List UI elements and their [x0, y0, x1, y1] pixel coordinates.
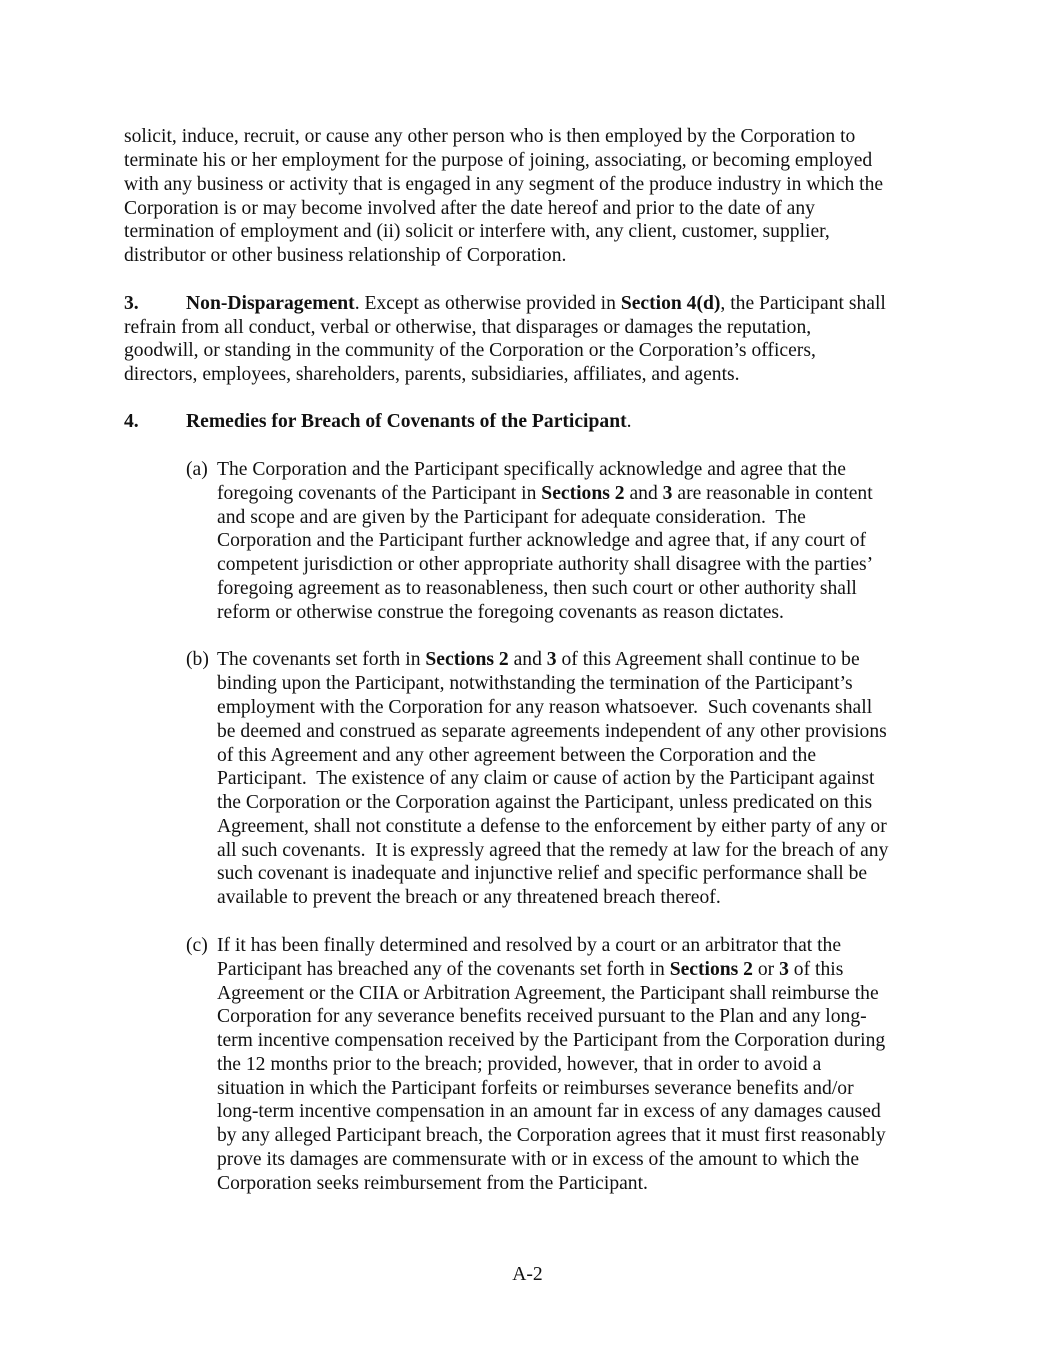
text-line: and scope and are given by the Participant for adequate consideration. The [217, 507, 806, 528]
section-title: Non-Disparagement [186, 293, 355, 314]
text-run: and [624, 483, 663, 504]
text-line [217, 958, 843, 982]
section-reference: Sections 2 [541, 483, 625, 504]
text-line: such covenant is inadequate and injunctive relief and specific performance shall be [217, 863, 868, 884]
text-run: and [508, 649, 547, 670]
text-run: Except as otherwise provided in [359, 293, 621, 314]
text-line: situation in which the Participant forfeits or reimburses severance benefits and/or [217, 1078, 854, 1099]
section-reference: Sections 2 [669, 959, 753, 980]
section-reference: Sections 2 [425, 649, 509, 670]
section-reference: 3 [546, 649, 557, 670]
text-line: of this Agreement and any other agreement between the Corporation and the [217, 745, 817, 766]
text-line: Agreement, shall not constitute a defense to the enforcement by either party of any or [217, 816, 887, 837]
text-run: , the Participant shall [720, 293, 886, 314]
text-line [217, 482, 873, 506]
punctuation: . [354, 293, 360, 314]
section-4-title-line [186, 410, 632, 434]
section-3-line-1 [124, 292, 139, 316]
text-line: by any alleged Participant breach, the Corporation agrees that it must first reasonably [217, 1125, 886, 1146]
text-run: of this Agreement shall continue to be [556, 649, 860, 670]
text-line: the Corporation or the Corporation against the Participant, unless predicated on this [217, 792, 873, 813]
text-line: available to prevent the breach or any threatened breach thereof. [217, 887, 721, 908]
section-reference: Section 4(d) [620, 293, 721, 314]
text-line: Corporation for any severance benefits received pursuant to the Plan and any long- [217, 1006, 867, 1027]
text-line: Corporation and the Participant further acknowledge and agree that, if any court of [217, 530, 867, 551]
text-line: prove its damages are commensurate with or in excess of the amount to which the [217, 1149, 860, 1170]
section-title: Remedies for Breach of Covenants of the Participant [186, 411, 627, 432]
section-reference: 3 [779, 959, 789, 980]
text-run: The covenants set forth in [217, 649, 426, 670]
text-line: the 12 months prior to the breach; provided, however, that in order to avoid a [217, 1054, 822, 1075]
text-line: refrain from all conduct, verbal or otherwise, that disparages or damages the reputation, [124, 317, 812, 338]
text-line: terminate his or her employment for the purpose of joining, associating, or becoming employed [124, 150, 873, 171]
page-number: A-2 [512, 1264, 543, 1285]
text-line: Participant. The existence of any claim or cause of action by the Participant against [217, 768, 875, 789]
section-3-heading-line [186, 292, 886, 316]
text-line: Corporation seeks reimbursement from the Participant. [217, 1173, 648, 1194]
text-run: are reasonable in content [672, 483, 873, 504]
text-run: or [752, 959, 780, 980]
section-reference: 3 [662, 483, 673, 504]
text-run: foregoing covenants of the Participant in [217, 483, 542, 504]
section-4-number-wrap [124, 410, 139, 434]
text-line: be deemed and construed as separate agreements independent of any other provisions [217, 721, 887, 742]
text-line: solicit, induce, recruit, or cause any other person who is then employed by the Corporation to [124, 126, 856, 147]
text-line: with any business or activity that is engaged in any segment of the produce industry in which the [124, 174, 884, 195]
section-number: 4. [124, 411, 139, 432]
subsection-label: (b) [186, 649, 209, 670]
text-line: Corporation is or may become involved after the date hereof and prior to the date of any [124, 198, 815, 219]
section-number: 3. [124, 293, 139, 314]
subsection-label: (a) [186, 459, 208, 480]
text-line: termination of employment and (ii) solicit or interfere with, any client, customer, supplier, [124, 221, 830, 242]
text-line: distributor or other business relationship of Corporation. [124, 245, 567, 266]
text-line: directors, employees, shareholders, parents, subsidiaries, affiliates, and agents. [124, 364, 740, 385]
subsection-label: (c) [186, 935, 208, 956]
text-line: goodwill, or standing in the community of the Corporation or the Corporation’s officers, [124, 340, 816, 361]
text-line [217, 648, 860, 672]
text-line: binding upon the Participant, notwithstanding the termination of the Participant’s [217, 673, 853, 694]
text-line: Agreement or the CIIA or Arbitration Agreement, the Participant shall reimburse the [217, 983, 879, 1004]
text-line: If it has been finally determined and resolved by a court or an arbitrator that the [217, 935, 842, 956]
text-run: of this [788, 959, 844, 980]
text-line: foregoing agreement as to reasonableness, then such court or other authority shall [217, 578, 857, 599]
punctuation: . [626, 411, 632, 432]
text-line: all such covenants. It is expressly agreed that the remedy at law for the breach of any [217, 840, 889, 861]
text-line: term incentive compensation received by the Participant from the Corporation during [217, 1030, 886, 1051]
text-line: employment with the Corporation for any reason whatsoever. Such covenants shall [217, 697, 873, 718]
text-run: Participant has breached any of the covenants set forth in [217, 959, 670, 980]
text-line: reform or otherwise construe the foregoing covenants as reason dictates. [217, 602, 784, 623]
text-line: competent jurisdiction or other appropriate authority shall disagree with the parties’ [217, 554, 874, 575]
text-line: The Corporation and the Participant specifically acknowledge and agree that the [217, 459, 846, 480]
text-line: long-term incentive compensation in an amount far in excess of any damages caused [217, 1101, 881, 1122]
